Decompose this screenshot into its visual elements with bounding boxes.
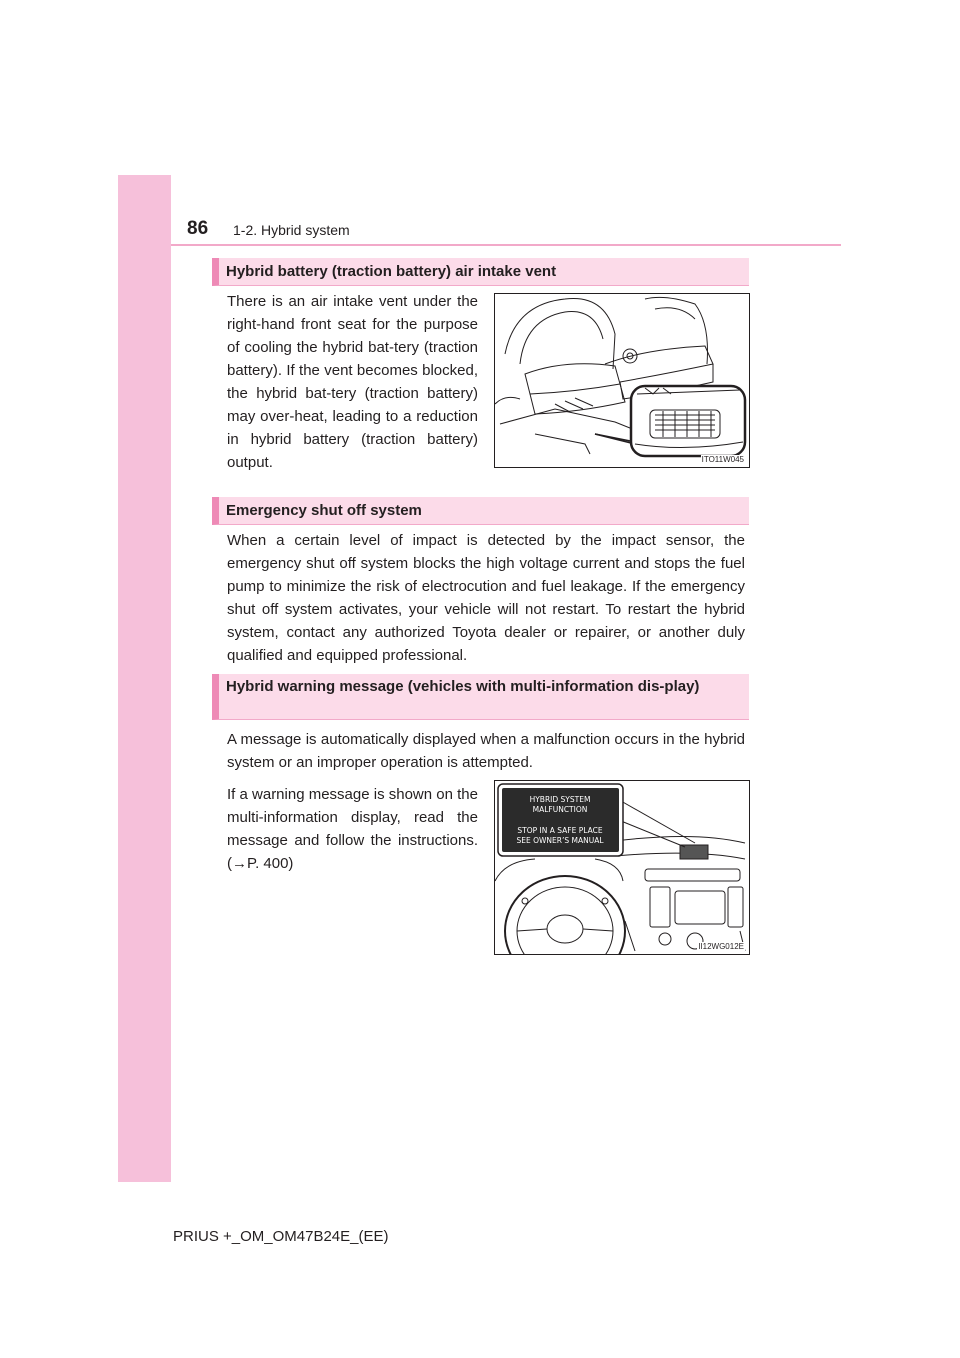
seat-vent-illustration: [495, 294, 750, 468]
heading-hybrid-warning-message: Hybrid warning message (vehicles with multi-information dis-play): [212, 674, 749, 720]
document-id: PRIUS +_OM_OM47B24E_(EE): [173, 1228, 389, 1245]
page-number: 86: [187, 218, 209, 239]
display-line-2: MALFUNCTION: [532, 805, 588, 814]
heading-air-intake-vent: Hybrid battery (traction battery) air intake vent: [212, 258, 749, 286]
figure-code: II12WG012E: [698, 942, 744, 951]
header-divider: [171, 244, 841, 246]
heading-emergency-shut-off: Emergency shut off system: [212, 497, 749, 525]
paragraph-warning-instructions: If a warning message is shown on the multi-information display, read the message and follow the instructions. (→P. 400): [227, 786, 478, 872]
display-line-1: HYBRID SYSTEM: [529, 795, 591, 804]
paragraph-warning-intro: A message is automatically displayed when a malfunction occurs in the hybrid system or an improper operation is attempted.: [227, 731, 745, 771]
section-title: 1-2. Hybrid system: [233, 222, 350, 238]
paragraph-air-intake-vent: There is an air intake vent under the right-hand front seat for the purpose of cooling the hybrid bat-tery (traction battery). If the vent becomes blocked, the hybrid bat-tery (traction battery) may over-heat, leading to a reduction in hybrid battery (traction battery) output.: [227, 293, 478, 471]
figure-warning-display: [494, 780, 750, 955]
figure-air-intake-vent: [494, 293, 750, 468]
dashboard-illustration: [495, 781, 750, 955]
paragraph-emergency-shut-off: When a certain level of impact is detected by the impact sensor, the emergency shut off system blocks the high voltage current and stops the fuel pump to minimize the risk of electrocution and fuel leakage. If the emergency shut off system activates, your vehicle will not restart. To restart the hybrid system, contact any authorized Toyota dealer or repairer, or another duly qualified and equipped professional.: [227, 532, 745, 664]
display-line-3: STOP IN A SAFE PLACE: [517, 826, 603, 835]
display-line-4: SEE OWNER’S MANUAL: [516, 836, 604, 845]
chapter-tab-bar: [118, 175, 171, 1182]
figure-code: ITO11W045: [701, 455, 744, 464]
